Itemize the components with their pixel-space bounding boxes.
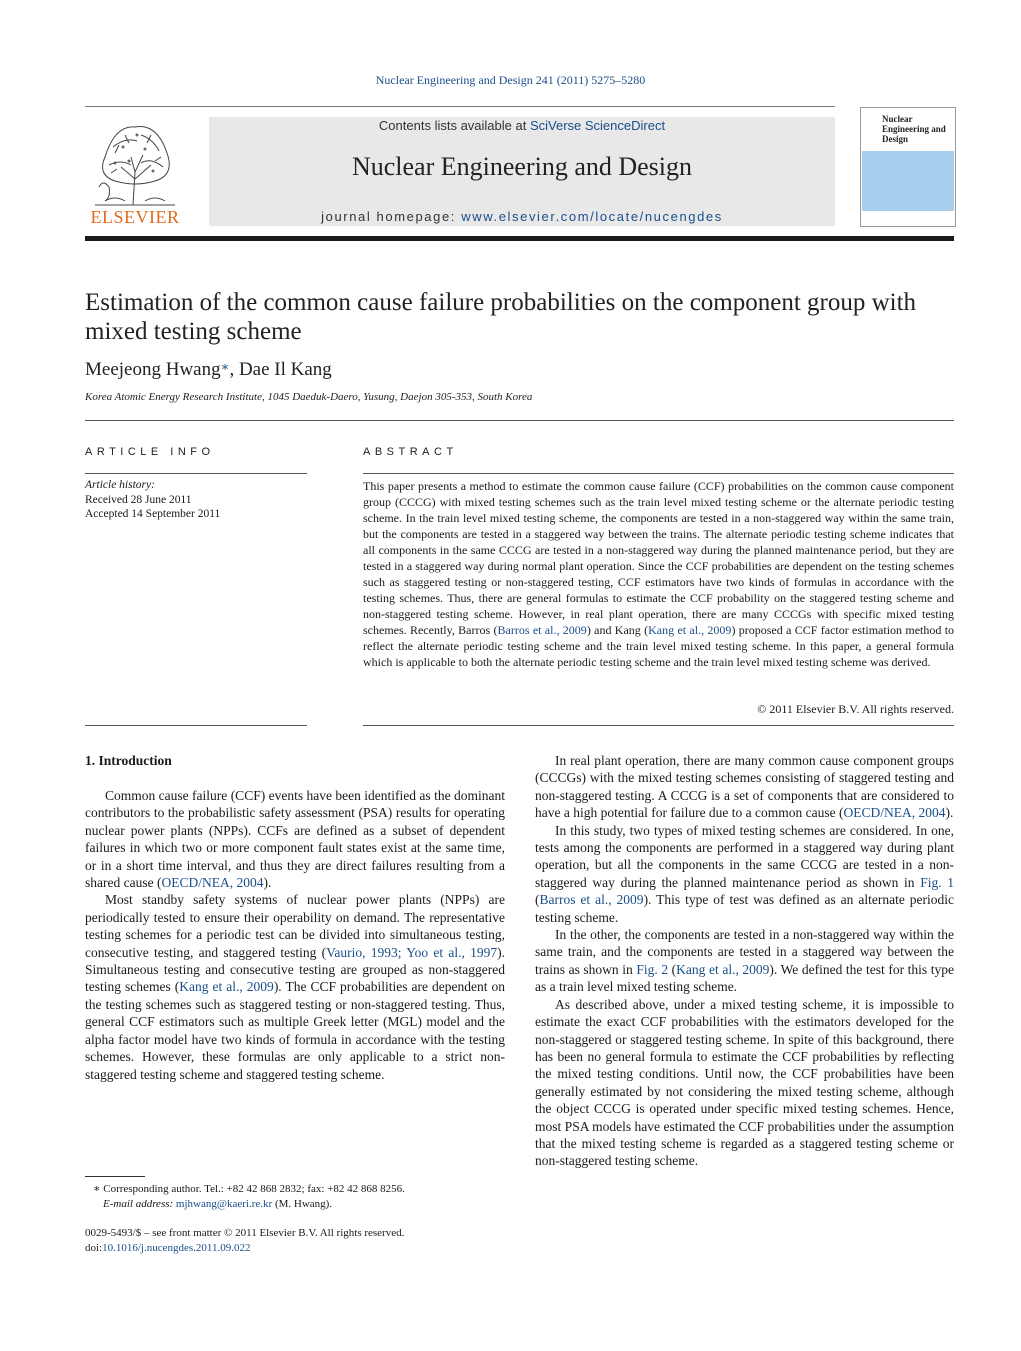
contents-prefix: Contents lists available at	[378, 118, 530, 133]
text: ). The CCF probabilities are dependent on the testing schemes such as staggered testing or non-staggered testing. Thus, general CCF estimators such as multiple Greek letter (MGL) model and the alpha factor model have two kinds of formula in accordance with the testing schemes. However, these formulas are only applicable to a strict non-staggered testing scheme and staggered testing scheme.	[85, 979, 505, 1082]
abstract-heading: ABSTRACT	[363, 446, 458, 458]
text: ). This type of test was defined as an alternate periodic testing scheme.	[535, 892, 954, 925]
author-separator: ,	[229, 359, 239, 380]
text: ). We defined the test for this type as a train level mixed testing scheme.	[535, 961, 954, 995]
text: Most standby safety systems of nuclear power plants (NPPs) are periodically tested to ensure their operability on demand. The representative testing schemes for a periodic test can be divided into simultaneous testing, consecutive testing, and staggered testing (	[85, 892, 505, 960]
abstract-rule	[363, 473, 954, 474]
paragraph	[85, 787, 505, 891]
homepage-prefix: journal homepage:	[321, 209, 462, 224]
header-rule	[85, 106, 835, 107]
citation-link[interactable]: OECD/NEA, 2004	[843, 805, 946, 821]
paragraph	[535, 926, 954, 996]
email-footnote	[85, 1197, 505, 1212]
footnotes	[85, 1182, 505, 1212]
text: In this study, two types of mixed testing schemes are considered. In one, tests among the components are performed in a staggered way during plant operation, but all the components in the same CCCG are tested in a non-staggered way during the planned maintenance period as shown in	[535, 822, 954, 890]
text: Common cause failure (CCF) events have been identified as the dominant contributors to the probabilistic safety assessment (PSA) results for operating nuclear power plants (NPPs). CCFs are defined as a subset of dependent failures in which two or more component fault states exist at the same time, or in a short time interval, and thus they are direct failures resulting from a shared cause (	[85, 788, 505, 891]
body-column-right	[535, 752, 954, 1170]
citation-link[interactable]: Vaurio, 1993; Yoo et al., 1997	[326, 944, 498, 960]
elsevier-wordmark: ELSEVIER	[90, 207, 180, 227]
accepted-date: Accepted 14 September 2011	[85, 508, 221, 520]
citation-link[interactable]: Kang et al., 2009	[676, 961, 770, 977]
paragraph	[535, 752, 954, 822]
journal-homepage	[209, 209, 835, 224]
doi-prefix: doi:	[85, 1242, 103, 1254]
title-rule	[85, 420, 954, 421]
paragraph	[85, 891, 505, 1082]
abstract-bottom-rule	[363, 725, 954, 726]
abstract-copyright: © 2011 Elsevier B.V. All rights reserved.	[757, 702, 954, 716]
section-heading-introduction: 1. Introduction	[85, 753, 172, 768]
journal-name: Nuclear Engineering and Design	[351, 152, 693, 181]
paragraph: As described above, under a mixed testing scheme, it is impossible to estimate the exact CCF probabilities with the estimators developed for the non-staggered or staggered testing scheme. In spite of this background, there has been no general formula to estimate the CCF probabilities by reflecting the mixed testing conditions. Until now, the CCF probabilities have been generally estimated by not considering the mixed testing scheme, although the object CCCG is operated under specific mixed testing schemes. Hence, most PSA models have estimated the CCF probabilities under the assumption that the mixed testing scheme is regarded as a staggered testing scheme or non-staggered testing scheme.	[535, 996, 954, 1169]
issn-line: 0029-5493/$ – see front matter © 2011 Elsevier B.V. All rights reserved.	[85, 1227, 405, 1239]
cover-image	[862, 151, 954, 211]
article-info-bottom-rule	[85, 725, 307, 726]
article-info-rule	[85, 473, 307, 474]
text: ).	[263, 875, 272, 891]
citation-link[interactable]: Kang et al., 2009	[648, 623, 732, 637]
corresponding-author-footnote	[85, 1182, 505, 1197]
doi-link[interactable]: 10.1016/j.nucengdes.2011.09.022	[102, 1242, 251, 1254]
received-date: Received 28 June 2011	[85, 493, 192, 506]
author-name: Meejeong Hwang	[85, 359, 221, 380]
sciencedirect-link[interactable]: SciVerse ScienceDirect	[529, 118, 666, 133]
abstract-text	[363, 478, 954, 670]
footnote-mark: ∗	[93, 1183, 101, 1195]
abstract-part: This paper presents a method to estimate the common cause failure (CCF) probabilities on the common cause component group (CCCG) with mixed testing schemes such as the train level mixed testing scheme or the alternate periodic testing scheme. In the train level mixed testing scheme, the components are tested in a non-staggered way within the same train, but the components are tested in a staggered way between the trains. The alternate periodic testing scheme indicates that all components in the same CCCG are tested in a non-staggered way during the planned maintenance period, but they are tested in a staggered way during normal plant operation. Since the CCF probabilities are dependent on the testing schemes such as staggered testing or non-staggered testing, CCF estimators have two kinds of formulas in accordance with the testing schemes. Thus, there are general formulas to estimate the CCF probability on the staggered testing scheme and non-staggered testing scheme. However, in real plant operation, there are many CCCGs with specific mixed testing schemes. Recently, Barros (	[363, 479, 954, 637]
figure-link[interactable]: Fig. 2	[636, 961, 669, 977]
author-list	[85, 359, 332, 381]
figure-link[interactable]: Fig. 1	[920, 874, 955, 890]
abstract-part: ) proposed a CCF factor estimation method to reflect the alternate periodic testing scheme and the train level mixed testing scheme. In this paper, a general formula which is applicable to both the alternate periodic testing scheme and the train level mixed testing scheme was derived.	[363, 623, 955, 669]
email-link[interactable]: mjhwang@kaeri.re.kr	[175, 1198, 273, 1210]
citation-link[interactable]: Kang et al., 2009	[179, 979, 274, 995]
history-label: Article history:	[85, 479, 155, 491]
corresponding-author-mark[interactable]: ∗	[220, 359, 230, 374]
email-suffix: (M. Hwang).	[272, 1198, 333, 1210]
text: ). Simultaneous testing and consecutive testing are grouped as non-staggered testing schemes (	[85, 944, 505, 995]
cover-title: Nuclear Engineering and Design	[882, 114, 946, 144]
footnote-rule	[85, 1176, 145, 1177]
text: (	[668, 961, 677, 977]
article-history	[85, 478, 307, 522]
citation-link[interactable]: Barros et al., 2009	[539, 892, 644, 908]
citation-link[interactable]: Barros et al., 2009	[497, 623, 587, 637]
front-matter	[85, 1226, 505, 1256]
abstract-part: ) and Kang (	[586, 623, 649, 637]
author-name: Dae Il Kang	[238, 359, 332, 380]
email-label: E-mail address:	[103, 1198, 176, 1210]
affiliation: Korea Atomic Energy Research Institute, 1045 Daeduk-Daero, Yusung, Daejon 305-353, South Korea	[85, 391, 533, 403]
article-info-heading: ARTICLE INFO	[85, 446, 215, 458]
contents-line	[209, 118, 835, 133]
body-column-left	[85, 787, 505, 1083]
paragraph	[535, 822, 954, 926]
text: In real plant operation, there are many common cause component groups (CCCGs) with the mixed testing schemes consisting of staggered testing and non-staggered testing. A CCCG is a set of components that are considered to have a high potential for failure due to a common cause (	[535, 753, 954, 821]
citation-link[interactable]: OECD/NEA, 2004	[161, 875, 264, 891]
text: In the other, the components are tested in a non-staggered way within the same train, and the components are tested in a staggered way between the trains as shown in	[535, 927, 954, 977]
masthead-rule	[85, 236, 954, 241]
article-title: Estimation of the common cause failure probabilities on the component group with mixed testing scheme	[85, 289, 917, 345]
footnote-text: Corresponding author. Tel.: +82 42 868 2832; fax: +82 42 868 8256.	[100, 1183, 405, 1195]
journal-citation[interactable]: Nuclear Engineering and Design 241 (2011) 5275–5280	[375, 73, 646, 87]
homepage-link[interactable]: www.elsevier.com/locate/nucengdes	[461, 209, 723, 224]
text: ).	[945, 805, 954, 821]
text: (	[535, 892, 540, 908]
doi-line	[85, 1241, 505, 1256]
